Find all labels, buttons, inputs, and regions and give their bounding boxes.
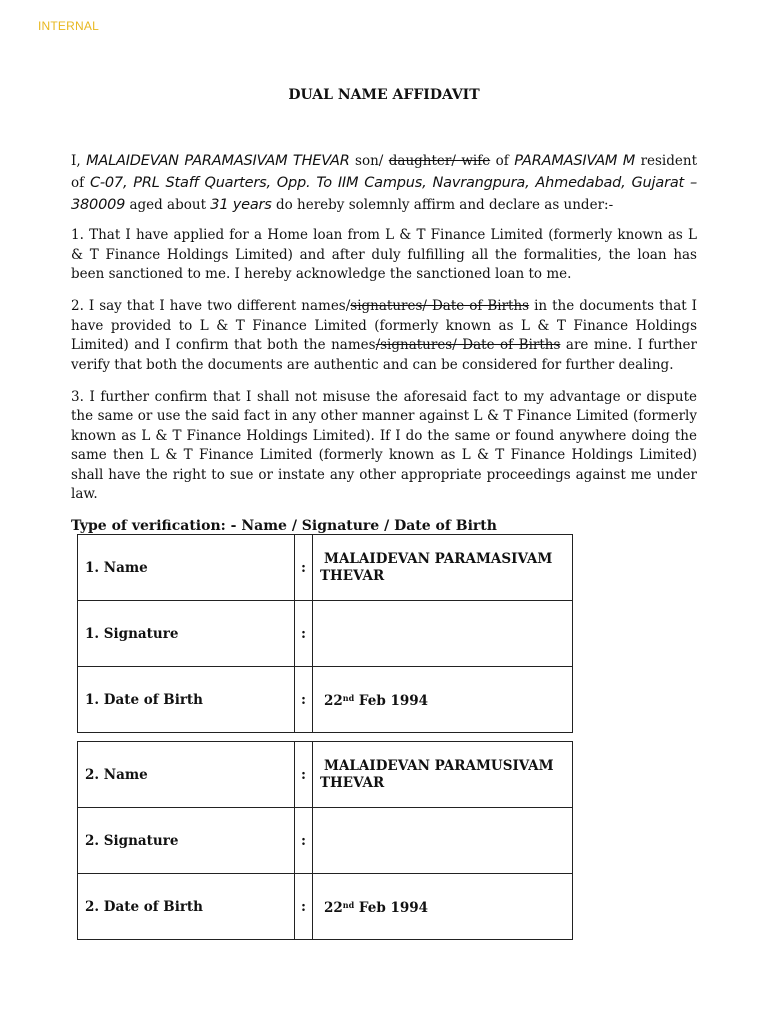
colon: : bbox=[295, 808, 313, 874]
name-label: 1. Name bbox=[78, 535, 295, 601]
name-value-line2: THEVAR bbox=[320, 774, 385, 791]
dob-value bbox=[313, 874, 573, 940]
dob-label: 1. Date of Birth bbox=[78, 667, 295, 733]
para2-struck-1: signatures/ Date of Births bbox=[350, 298, 530, 314]
dob-day: 22 bbox=[324, 899, 343, 916]
signature-label: 2. Signature bbox=[78, 808, 295, 874]
dob-rest: Feb 1994 bbox=[354, 899, 429, 916]
colon: : bbox=[295, 535, 313, 601]
struck-relation: daughter/ wife bbox=[388, 153, 491, 169]
table-row bbox=[78, 667, 573, 733]
deponent-name: MALAIDEVAN PARAMASIVAM THEVAR bbox=[86, 153, 350, 169]
name-value-line1: MALAIDEVAN PARAMUSIVAM bbox=[324, 757, 554, 774]
intro-paragraph bbox=[71, 150, 697, 216]
intro-of: of bbox=[490, 153, 515, 169]
intro-prefix: I, bbox=[71, 153, 87, 169]
affidavit-body bbox=[71, 150, 697, 537]
dob-rest: Feb 1994 bbox=[354, 692, 429, 709]
document-title: DUAL NAME AFFIDAVIT bbox=[288, 87, 480, 103]
table-row bbox=[78, 808, 573, 874]
dob-value bbox=[313, 667, 573, 733]
parent-name: PARAMASIVAM M bbox=[514, 153, 636, 169]
colon: : bbox=[295, 874, 313, 940]
name-value-line2: THEVAR bbox=[320, 567, 385, 584]
name-value-line1: MALAIDEVAN PARAMASIVAM bbox=[324, 550, 553, 567]
verification-type: Type of verification: - Name / Signature / Date of Birth bbox=[71, 518, 497, 534]
colon: : bbox=[295, 742, 313, 808]
verification-table-2 bbox=[77, 741, 573, 940]
classification-label: INTERNAL bbox=[38, 19, 99, 33]
deponent-age: 31 years bbox=[210, 197, 272, 213]
paragraph-1: 1. That I have applied for a Home loan from L & T Finance Limited (formerly known as L & T Finance Holdings Limited) and after duly fulfilling all the formalities, the loan has been sanctioned to me. I hereby acknowledge the sanctioned loan to me. bbox=[71, 227, 697, 282]
resident-address: C-07, PRL Staff Quarters, Opp. To IIM Campus, Navrangpura, Ahmedabad, Gujarat – 380009 bbox=[71, 175, 697, 213]
paragraph-3: 3. I further confirm that I shall not misuse the aforesaid fact to my advantage or dispute the same or use the said fact in any other manner against L & T Finance Limited (formerly known as L & T Finance Holdings Limited). If I do the same or found anywhere doing the same then L & T Finance Limited (formerly known as L & T Finance Holdings Limited) shall have the right to sue or instate any other appropriate proceedings against me under law. bbox=[71, 388, 697, 502]
dob-suffix: nd bbox=[342, 899, 355, 910]
verification-table-1 bbox=[77, 534, 573, 733]
intro-son: son/ bbox=[349, 153, 389, 169]
para2-struck-2: /signatures/ Date of Births bbox=[375, 337, 561, 353]
paragraph-2 bbox=[71, 297, 697, 375]
signature-value bbox=[313, 808, 573, 874]
name-value bbox=[313, 742, 573, 808]
colon: : bbox=[295, 601, 313, 667]
name-value bbox=[313, 535, 573, 601]
colon: : bbox=[295, 667, 313, 733]
signature-label: 1. Signature bbox=[78, 601, 295, 667]
table-row bbox=[78, 601, 573, 667]
signature-value bbox=[313, 601, 573, 667]
table-row bbox=[78, 535, 573, 601]
dob-day: 22 bbox=[324, 692, 343, 709]
intro-tail: do hereby solemnly affirm and declare as under:- bbox=[271, 197, 614, 213]
para2-c: are mine. I further verify that both the documents are authentic and can be considered for further dealing. bbox=[71, 337, 697, 373]
dob-label: 2. Date of Birth bbox=[78, 874, 295, 940]
para2-b: in the documents that I have provided to L & T Finance Limited (formerly known as L & T Finance Holdings Limited) and I confirm that both the names bbox=[71, 298, 697, 353]
table-row bbox=[78, 742, 573, 808]
para2-a: 2. I say that I have two different names/ bbox=[71, 298, 351, 314]
intro-resident: resident of bbox=[71, 153, 698, 191]
table-row bbox=[78, 874, 573, 940]
intro-aged: aged about bbox=[125, 197, 211, 213]
name-label: 2. Name bbox=[78, 742, 295, 808]
dob-suffix: nd bbox=[342, 692, 355, 703]
